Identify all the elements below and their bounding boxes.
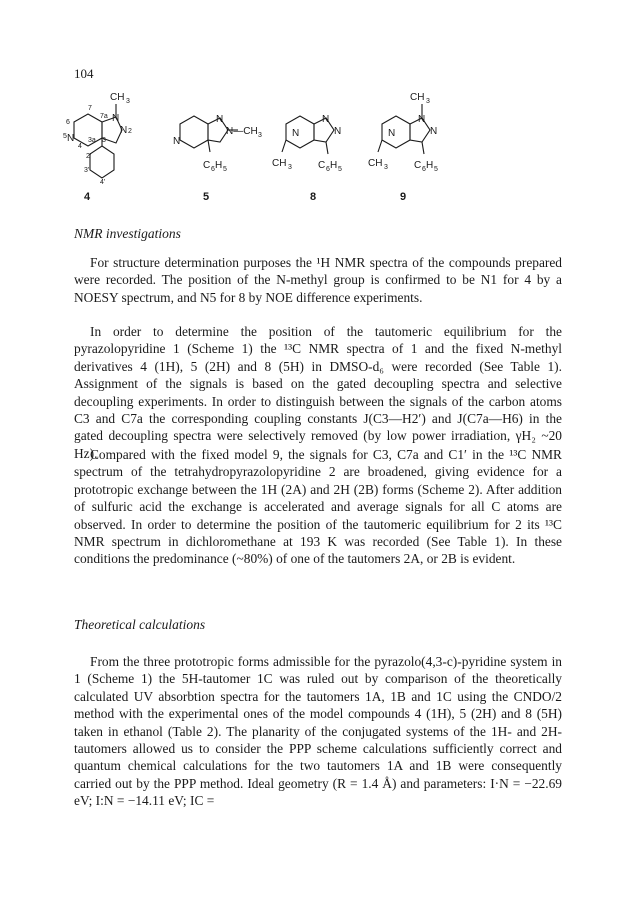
compound-4-structure (63, 92, 132, 186)
chemical-structures-figure (60, 84, 580, 204)
svg-text:N: N (334, 126, 342, 137)
svg-text:4: 4 (78, 143, 82, 150)
svg-text:6: 6 (326, 166, 330, 173)
svg-text:7: 7 (88, 105, 92, 112)
svg-text:CH: CH (110, 92, 125, 103)
paragraph-theory-1: From the three prototropic forms admissible for the pyrazolo(4,3-c)-pyridine system in 1 (Scheme 1) the 5H-tautomer 1C was ruled out by comparison of the theoretically calculated UV absorbtion spectra for the tautomers 1A, 1B and 1C using the CNDO/2 method with the experimental ones of the model compounds 4 (1H), 5 (2H) and 8 (5H) taken in ethanol (Table 2). The planarity of the conjugated systems of the 1H- and 2H-tautomers allowed us to consider the PPP scheme calculations sufficiently correct and quantum chemical calculations for the two tautomers 1A and 1B were consequently carried out by the PPP method. Ideal geometry (R = 1.4 Å) and parameters: I·N = −22.69 eV; I:N = −14.11 eV; IC = (74, 654, 562, 809)
svg-text:N: N (112, 113, 120, 124)
svg-text:6: 6 (422, 166, 426, 173)
paragraph-nmr-1: For structure determination purposes the ¹H NMR spectra of the compounds prepared were recorded. The position of the N-methyl group is confirmed to be N1 for 4 by a NOESY spectrum, and N5 for 8 by NOE difference experiments. (74, 255, 562, 305)
svg-text:3a: 3a (88, 137, 96, 144)
svg-text:N—CH: N—CH (226, 126, 258, 137)
svg-text:N: N (67, 133, 75, 144)
svg-text:C: C (318, 160, 326, 171)
svg-text:3: 3 (426, 98, 430, 105)
svg-text:N: N (216, 114, 224, 125)
svg-text:C: C (414, 160, 422, 171)
compound-8-structure (272, 114, 342, 173)
svg-text:N: N (388, 128, 396, 139)
svg-text:N: N (322, 114, 330, 125)
svg-text:N: N (292, 128, 300, 139)
svg-text:5: 5 (223, 166, 227, 173)
svg-text:3: 3 (288, 164, 292, 171)
svg-text:5: 5 (434, 166, 438, 173)
compound-4-label: 4 (84, 191, 91, 203)
svg-text:H: H (330, 160, 338, 171)
svg-text:CH: CH (410, 92, 425, 103)
svg-text:6: 6 (66, 119, 70, 126)
svg-text:5: 5 (338, 166, 342, 173)
svg-text:2: 2 (128, 128, 132, 135)
svg-text:N: N (173, 136, 181, 147)
svg-text:3: 3 (126, 98, 130, 105)
svg-text:CH: CH (272, 158, 287, 169)
compound-8-label: 8 (310, 191, 317, 203)
compound-5-label: 5 (203, 191, 210, 203)
svg-text:6: 6 (211, 166, 215, 173)
svg-text:C: C (203, 160, 211, 171)
page-number: 104 (74, 66, 94, 81)
svg-text:N: N (418, 114, 426, 125)
svg-text:2': 2' (86, 153, 92, 160)
svg-text:H: H (426, 160, 434, 171)
svg-text:4': 4' (100, 179, 106, 186)
structures-svg (60, 84, 580, 204)
svg-text:3: 3 (258, 132, 262, 139)
svg-text:N: N (430, 126, 438, 137)
svg-text:3: 3 (384, 164, 388, 171)
paragraph-nmr-3: Compared with the fixed model 9, the signals for C3, C7a and C1′ in the ¹³C NMR spectrum of the tetrahydropyrazolopyridine 2 are broadened, giving evidence for a prototropic exchange between the 1H (2A) and 2H (2B) forms (Scheme 2). After addition of sulfuric acid the exchange is accelerated and average signals for all C atoms are observed. In order to determine the position of the tautomeric equilibrium for 2 its ¹³C NMR spectrum in dichloromethane at 193 K was recorded (See Table 1). In these conditions the predominance (~80%) of one of the tautomers 2A, or 2B is evident. (74, 447, 562, 567)
svg-text:5: 5 (63, 133, 67, 140)
compound-9-label: 9 (400, 191, 407, 203)
section-heading-nmr: NMR investigations (74, 226, 181, 241)
svg-text:3: 3 (102, 137, 106, 144)
svg-text:7a: 7a (100, 113, 108, 120)
compound-5-structure (173, 114, 262, 173)
section-heading-theory: Theoretical calculations (74, 617, 206, 632)
svg-text:CH: CH (368, 158, 383, 169)
svg-text:N: N (120, 125, 128, 136)
paragraph-nmr-2: In order to determine the position of the tautomeric equilibrium for the pyrazolopyridine 1 (Scheme 1) the ¹³C NMR spectra of 1 and the fixed N-methyl derivatives 4 (1H), 5 (2H) and 8 (5H) in DMSO-d₆ were recorded (See Table 1). Assignment of the signals is based on the gated decoupling spectra and selective decoupling experiments. In order to distinguish between the signals of the carbon atoms C3 and C7a the corresponding coupling constants J(C3—H2′) and J(C7a—H6) in the gated decoupling spectra were selectively removed (by low power irradiation, γH₂ ~20 Hz). (74, 324, 562, 461)
svg-text:H: H (215, 160, 223, 171)
svg-text:3': 3' (84, 167, 90, 174)
compound-9-structure (368, 92, 438, 173)
